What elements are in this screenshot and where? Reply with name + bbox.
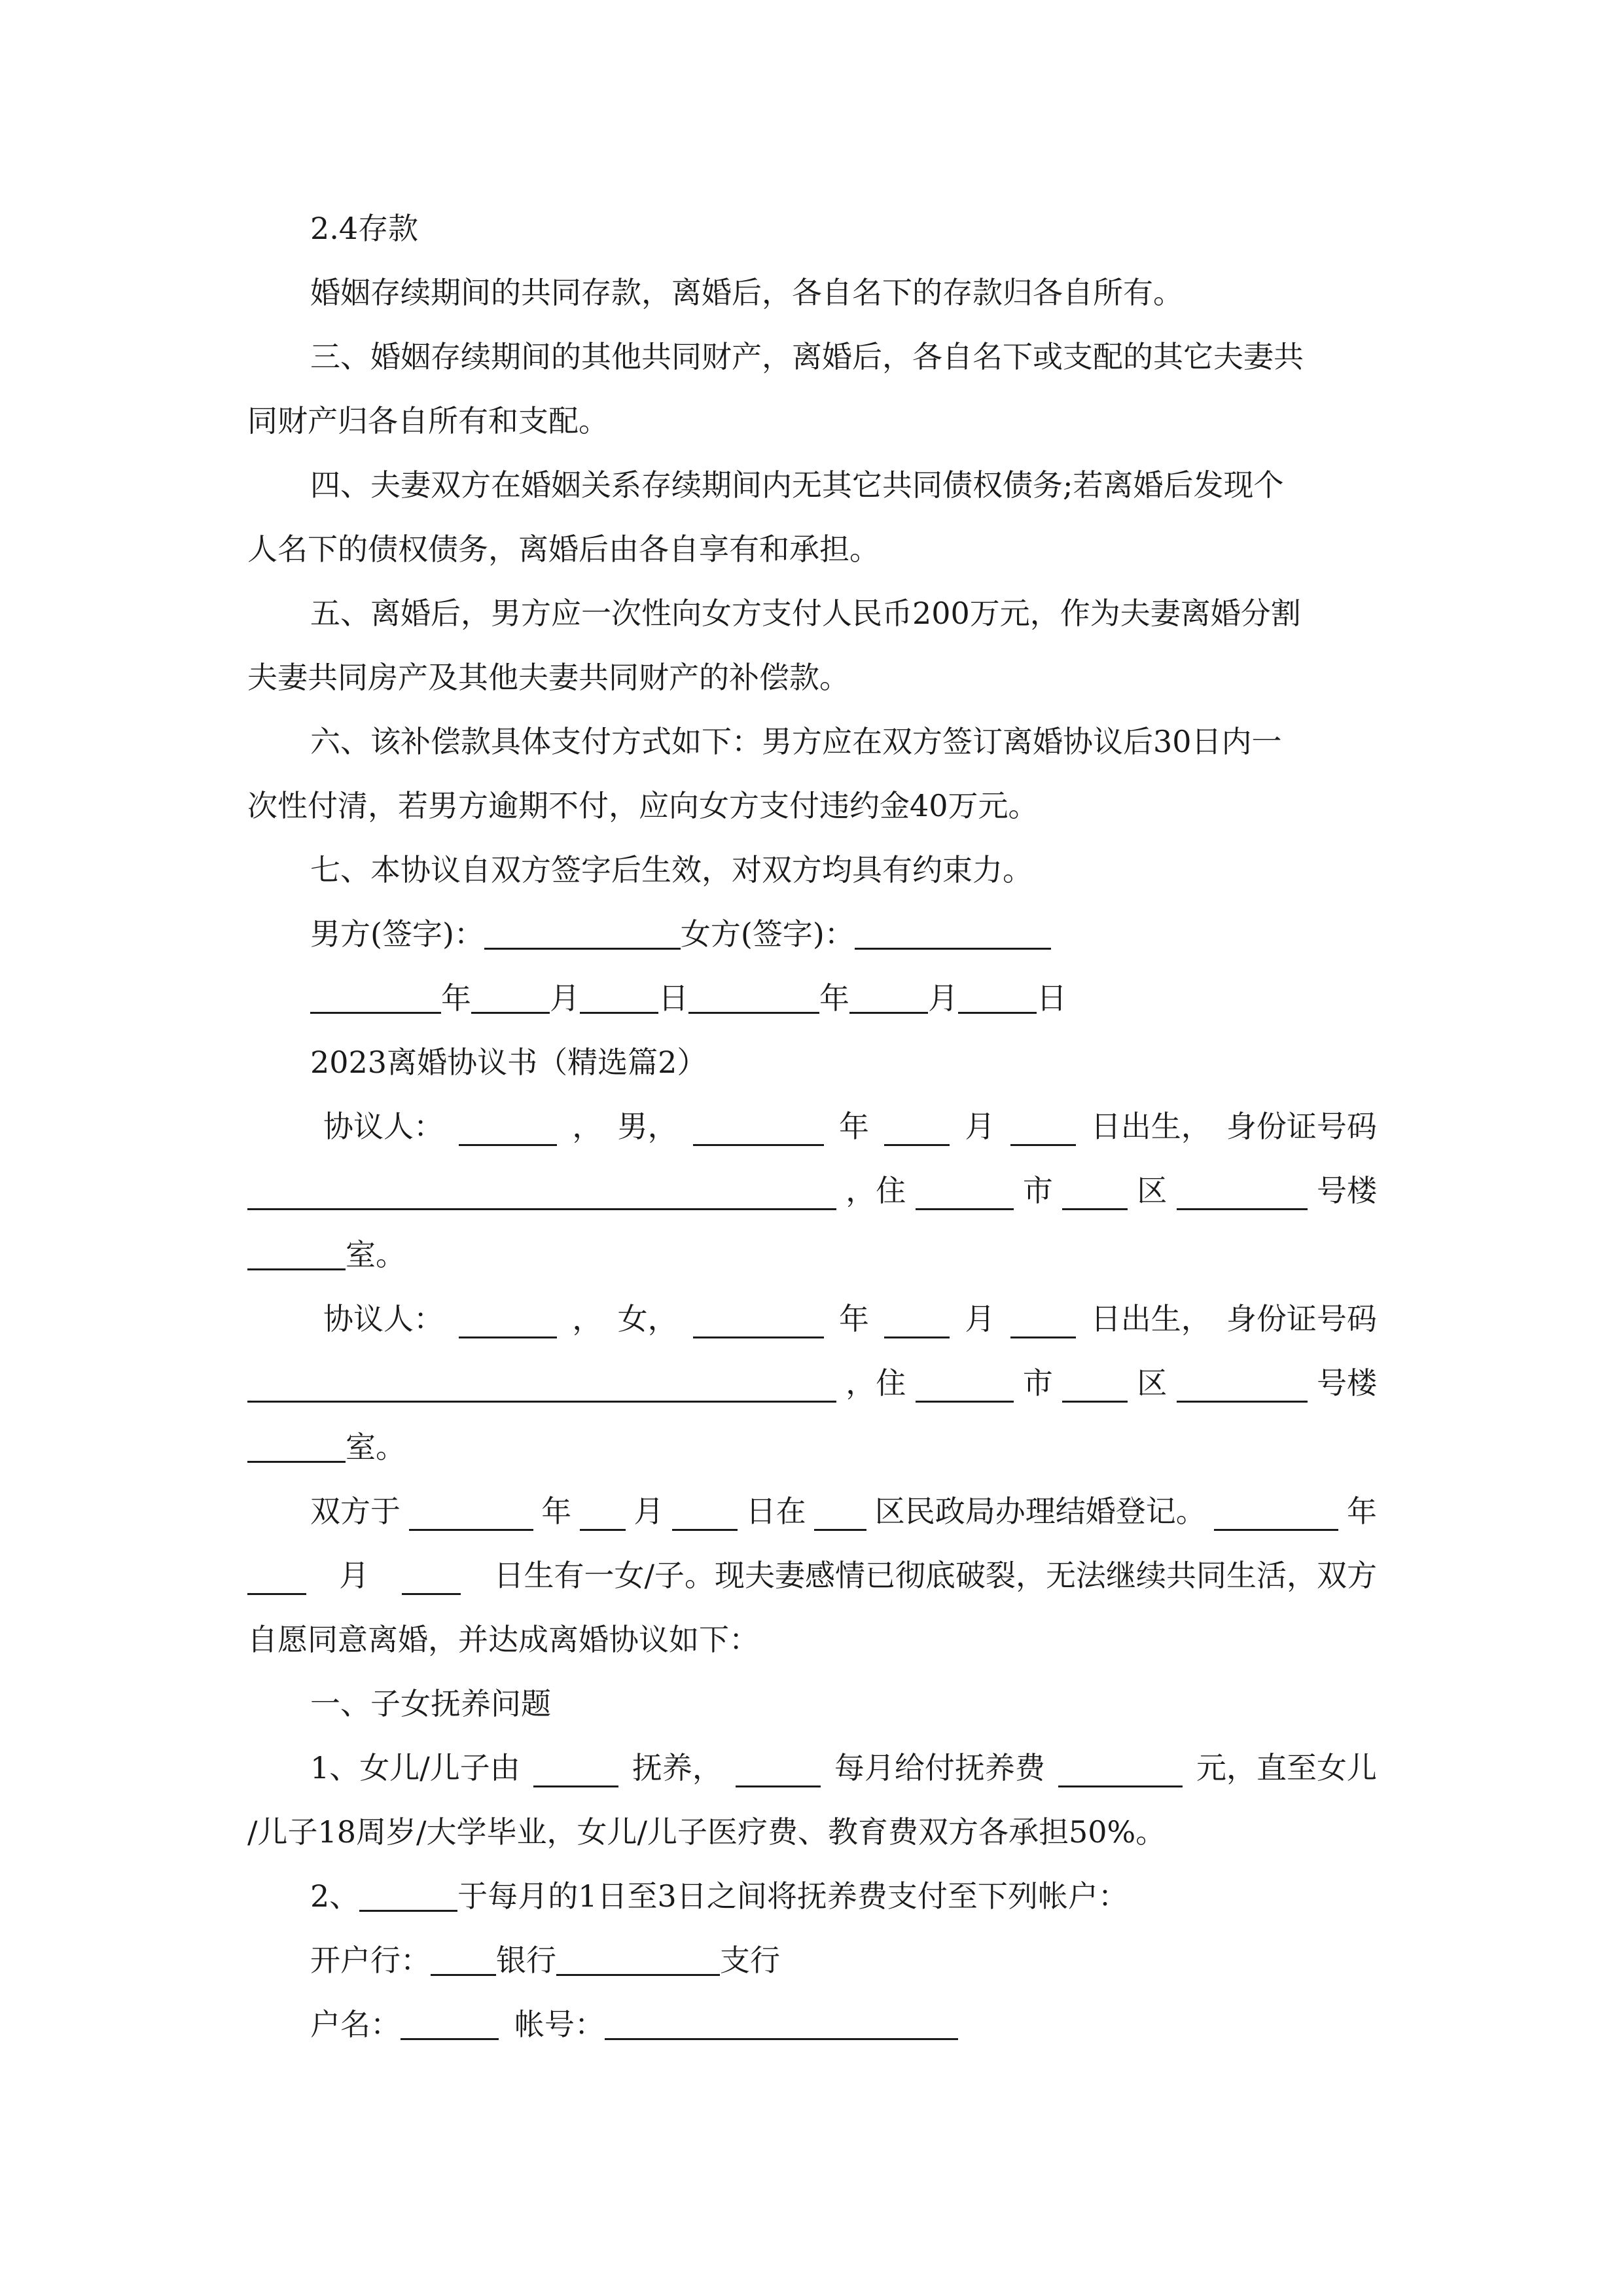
marriage-prefix: 双方于 <box>310 1494 401 1529</box>
bank-open-label: 开户行： <box>310 1943 431 1978</box>
party1-line3 <box>247 1223 1377 1287</box>
section-child-support: 一、子女抚养问题 <box>310 1686 551 1721</box>
day-blank <box>1010 1300 1076 1338</box>
blank <box>958 975 1037 1014</box>
paragraph-4-line2: 人名下的债权债务，离婚后由各自享有和承担。 <box>247 531 880 567</box>
item2-text: 于每月的1日至3日之间将抚养费支付至下列帐户： <box>457 1878 1128 1914</box>
marriage-line2 <box>247 1543 1377 1607</box>
id-label: 身份证号码 <box>1226 1109 1377 1144</box>
month-label: 月 <box>965 1301 995 1336</box>
blank <box>247 1556 306 1595</box>
female-sign-blank <box>855 911 1051 950</box>
room-blank <box>247 1424 346 1463</box>
blank <box>849 975 928 1014</box>
name-blank <box>459 1107 557 1146</box>
name-blank <box>459 1300 557 1338</box>
district-blank <box>1062 1172 1128 1210</box>
paragraph-4-line1: 四、夫妻双方在婚姻关系存续期间内无其它共同债权债务;若离婚后发现个 <box>310 467 1284 503</box>
blank <box>1214 1492 1338 1531</box>
month-blank <box>884 1107 950 1146</box>
item2-prefix: 2、 <box>310 1878 360 1914</box>
party2-line3 <box>247 1415 1377 1479</box>
blank <box>471 975 550 1014</box>
branch-label: 支行 <box>720 1943 780 1978</box>
blank <box>814 1492 866 1531</box>
paragraph-6-line1: 六、该补偿款具体支付方式如下：男方应在双方签订离婚协议后30日内一 <box>310 724 1282 759</box>
item1-line2: /儿子18周岁/大学毕业，女儿/儿子医疗费、教育费双方各承担50%。 <box>247 1814 1166 1850</box>
blank <box>409 1492 533 1531</box>
female-sign-label: 女方(签字)： <box>680 916 855 952</box>
born-label: 日出生， <box>1090 1109 1211 1144</box>
section-heading-savings: 2.4存款 <box>310 211 419 246</box>
building-label: 号楼 <box>1316 1173 1377 1208</box>
room-label: 室。 <box>346 1429 406 1465</box>
month-label: 月 <box>339 1558 370 1593</box>
bank-label: 银行 <box>496 1943 556 1978</box>
live-label: ，住 <box>846 1173 906 1208</box>
month-label: 月 <box>633 1494 664 1529</box>
district-label: 区 <box>1137 1365 1168 1401</box>
month-blank <box>884 1300 950 1338</box>
year-label: 年 <box>838 1109 869 1144</box>
blank <box>431 1937 496 1976</box>
bank-line <box>310 1928 1377 1992</box>
blank <box>672 1492 738 1531</box>
date-month: 月 <box>550 980 580 1016</box>
party-label: 协议人： <box>323 1301 444 1336</box>
blank <box>533 1749 618 1787</box>
year-blank <box>693 1300 824 1338</box>
room-label: 室。 <box>346 1237 406 1272</box>
blank <box>556 1937 720 1976</box>
item1-line1 <box>310 1736 1377 1800</box>
year-label: 年 <box>541 1494 572 1529</box>
year-blank <box>693 1107 824 1146</box>
party1-line1 <box>323 1094 1377 1158</box>
paragraph-3-line1: 三、婚姻存续期间的其他共同财产，离婚后，各自名下或支配的其它夫妻共 <box>310 339 1304 374</box>
month-label: 月 <box>965 1109 995 1144</box>
year-label: 年 <box>1346 1494 1377 1529</box>
sign-date-line <box>310 966 1377 1030</box>
child-text: 日生有一女/子。现夫妻感情已彻底破裂，无法继续共同生活，双方 <box>493 1558 1377 1593</box>
paragraph-3-line2: 同财产归各自所有和支配。 <box>247 403 609 439</box>
signature-line <box>310 902 1377 966</box>
id-label: 身份证号码 <box>1226 1301 1377 1336</box>
city-blank <box>916 1364 1014 1403</box>
date-day: 日 <box>658 980 688 1016</box>
paragraph-5-line2: 夫妻共同房产及其他夫妻共同财产的补偿款。 <box>247 660 849 695</box>
district-blank <box>1062 1364 1128 1403</box>
paragraph-6-line2: 次性付清，若男方逾期不付，应向女方支付违约金40万元。 <box>247 788 1039 823</box>
raise-label: 抚养， <box>632 1750 722 1785</box>
id-blank <box>247 1172 836 1210</box>
male-sign-label: 男方(签字)： <box>310 916 484 952</box>
city-blank <box>916 1172 1014 1210</box>
pay-label: 每月给付抚养费 <box>834 1750 1045 1785</box>
blank <box>401 2001 499 2040</box>
live-label: ，住 <box>846 1365 906 1401</box>
comma: ， <box>572 1109 603 1144</box>
id-blank <box>247 1364 836 1403</box>
building-blank <box>1177 1172 1308 1210</box>
party1-line2 <box>247 1158 1377 1223</box>
account-number-label: 帐号： <box>514 2007 605 2042</box>
date-year: 年 <box>441 980 471 1016</box>
comma: ， <box>572 1301 603 1336</box>
district-label: 区 <box>1137 1173 1168 1208</box>
blank <box>1058 1749 1183 1787</box>
paragraph-7: 七、本协议自双方签字后生效，对双方均具有约束力。 <box>310 852 1033 888</box>
born-label: 日出生， <box>1090 1301 1211 1336</box>
account-line <box>310 1992 1377 2056</box>
room-blank <box>247 1232 346 1270</box>
building-blank <box>1177 1364 1308 1403</box>
party2-line2 <box>247 1351 1377 1415</box>
male-sign-blank <box>484 911 681 950</box>
section-title-2: 2023离婚协议书（精选篇2） <box>310 1045 707 1080</box>
blank <box>688 975 819 1014</box>
blank <box>736 1749 821 1787</box>
paragraph-savings: 婚姻存续期间的共同存款，离婚后，各自名下的存款归各自所有。 <box>310 275 1183 310</box>
paragraph-5-line1: 五、离婚后，男方应一次性向女方支付人民币200万元，作为夫妻离婚分割 <box>310 596 1301 631</box>
day-blank <box>1010 1107 1076 1146</box>
account-name-label: 户名： <box>310 2007 401 2042</box>
day-in-label: 日在 <box>745 1494 806 1529</box>
building-label: 号楼 <box>1316 1365 1377 1401</box>
gender-female: 女， <box>617 1301 678 1336</box>
city-label: 市 <box>1022 1173 1053 1208</box>
item2-line <box>310 1864 1377 1928</box>
blank <box>605 2001 958 2040</box>
party-label: 协议人： <box>323 1109 444 1144</box>
marriage-line1 <box>310 1479 1377 1543</box>
gender-male: 男， <box>617 1109 678 1144</box>
city-label: 市 <box>1022 1365 1053 1401</box>
blank <box>580 1492 626 1531</box>
blank <box>580 975 658 1014</box>
bureau-label: 区民政局办理结婚登记。 <box>874 1494 1206 1529</box>
year-label: 年 <box>838 1301 869 1336</box>
blank <box>402 1556 461 1595</box>
date-month: 月 <box>928 980 958 1016</box>
item1-prefix: 1、女儿/儿子由 <box>310 1750 520 1785</box>
date-year: 年 <box>819 980 849 1016</box>
blank <box>359 1873 457 1912</box>
blank <box>310 975 441 1014</box>
marriage-line3: 自愿同意离婚，并达成离婚协议如下： <box>247 1622 759 1657</box>
until-label: 元，直至女儿 <box>1196 1750 1377 1785</box>
party2-line1 <box>323 1287 1377 1351</box>
date-day: 日 <box>1037 980 1067 1016</box>
